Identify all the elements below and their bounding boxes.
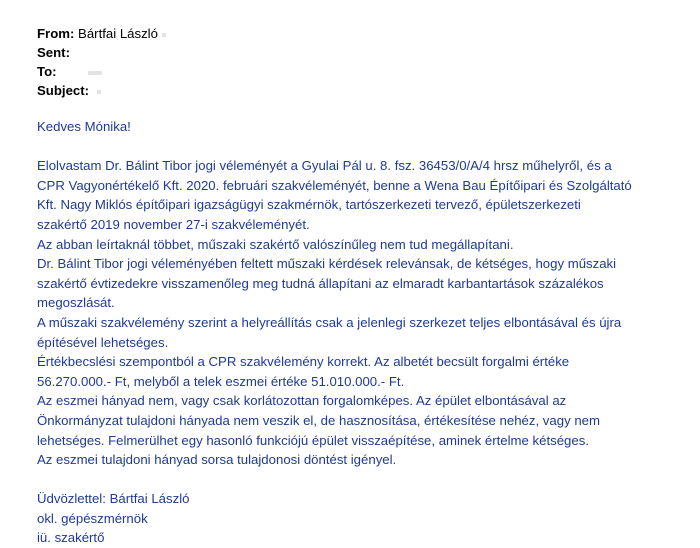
email-message — [37, 24, 677, 548]
paragraph-line: A műszaki szakvélemény szerint a helyreállítás csak a jelenlegi szerkezet teljes elbontásával és újra — [37, 314, 622, 330]
from-row — [37, 24, 677, 43]
redacted-email — [162, 33, 166, 37]
paragraph-line: szakértő évtizedekre visszamenőleg meg tudná állapítani az elmaradt karbantartások százalékos — [37, 275, 604, 291]
email-header — [37, 24, 677, 100]
subject-row — [37, 81, 677, 100]
paragraph-line: Az eszmei hányad nem, vagy csak korlátozottan forgalomképes. Az épület elbontásával az — [37, 393, 567, 409]
signature-line: okl. gépészmérnök — [37, 510, 148, 526]
paragraph-line: építésével lehetséges. — [37, 334, 169, 350]
sent-row — [37, 43, 677, 62]
paragraph-line: Dr. Bálint Tibor jogi véleményében feltett műszaki kérdések relevánsak, de kétséges, hogy műszaki — [37, 256, 617, 272]
to-row — [37, 62, 677, 81]
paragraph-line: lehetséges. Felmerülhet egy hasonló funkciójú épület visszaépítése, aminek értelme kétséges. — [37, 432, 589, 448]
paragraph-line: 56.270.000.- Ft, melyből a telek eszmei értéke 51.010.000.- Ft. — [37, 373, 405, 389]
signature-line: iü. szakértő — [37, 530, 105, 546]
paragraph-line: Értékbecslési szempontból a CPR szakvélemény korrekt. Az albetét becsült forgalmi értéke — [37, 354, 570, 370]
email-body — [37, 117, 677, 548]
signature — [37, 489, 677, 548]
main-paragraph — [37, 156, 677, 470]
from-value: Bártfai László — [78, 26, 158, 41]
paragraph-line: Kft. Nagy Miklós építőipari igazságügyi szakmérnök, tartószerkezeti tervező, épületszerkezeti — [37, 197, 581, 213]
redacted-subject — [97, 90, 101, 94]
paragraph-line: megoszlását. — [37, 295, 115, 311]
redacted-recipient — [88, 71, 102, 75]
greeting: Kedves Mónika! — [37, 119, 131, 134]
paragraph-line: Az eszmei tulajdoni hányad sorsa tulajdonosi döntést igényel. — [37, 452, 397, 468]
paragraph-line: Önkormányzat tulajdoni hányada nem veszik el, de hasznosítása, értékesítése nehéz, vagy nem — [37, 412, 600, 428]
subject-label: Subject: — [37, 83, 90, 98]
sent-label: Sent: — [37, 45, 70, 60]
to-label: To: — [37, 64, 57, 79]
signature-line: Üdvözlettel: Bártfai László — [37, 491, 190, 507]
from-label: From: — [37, 26, 75, 41]
paragraph-line: szakértő 2019 november 27-i szakvéleményét. — [37, 216, 310, 232]
paragraph-line: CPR Vagyonértékelő Kft. 2020. februári szakvéleményét, benne a Wena Bau Építőipari és Szolgáltató — [37, 177, 632, 193]
paragraph-line: Az abban leírtaknál többet, műszaki szakértő valószínűleg nem tud megállapítani. — [37, 236, 514, 252]
paragraph-line: Elolvastam Dr. Bálint Tibor jogi véleményét a Gyulai Pál u. 8. fsz. 36453/0/A/4 hrsz műhelyről, és a — [37, 158, 612, 174]
